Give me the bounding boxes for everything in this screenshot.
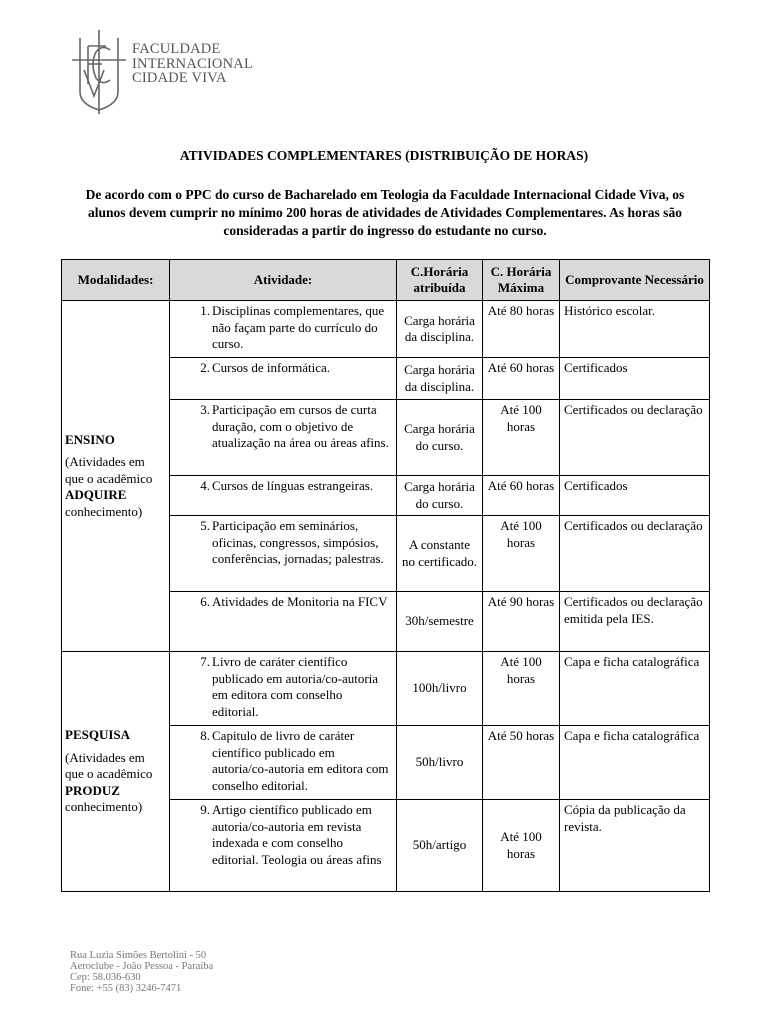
logo-line-1: FACULDADE — [132, 41, 221, 57]
header-atividade: Atividade: — [170, 260, 397, 301]
ensino-description: (Atividades em que o acadêmico ADQUIRE conhecimento) — [65, 454, 153, 519]
comprovante-cell: Cópia da publicação da revista. — [560, 800, 710, 892]
ch-maxima-cell: Até 60 horas — [483, 476, 560, 516]
ch-maxima-cell: Até 60 horas — [483, 358, 560, 400]
footer-address — [70, 950, 213, 994]
comprovante-cell: Certificados ou declaração emitida pela IES. — [560, 592, 710, 652]
ficv-emblem-icon — [68, 30, 130, 114]
header-ch-atribuida: C.Horária atribuída — [397, 260, 483, 301]
document-title: ATIVIDADES COMPLEMENTARES (DISTRIBUIÇÃO DE HORAS) — [179, 148, 589, 163]
comprovante-cell: Capa e ficha catalográfica — [560, 726, 710, 800]
ch-atribuida-cell: 50h/livro — [397, 726, 483, 800]
institution-logo — [68, 30, 268, 114]
ch-maxima-cell: Até 100 horas — [483, 400, 560, 476]
footer-district: Aeroclube - João Pessoa - Paraíba — [70, 961, 214, 972]
header-comprovante: Comprovante Necessário — [560, 260, 710, 301]
table-header-row — [62, 260, 710, 301]
ch-atribuida-cell: 30h/semestre — [397, 592, 483, 652]
ch-maxima-cell: Até 50 horas — [483, 726, 560, 800]
modality-pesquisa — [62, 652, 170, 892]
ch-maxima-cell: Até 100 horas — [483, 800, 560, 892]
pesquisa-description: (Atividades em que o acadêmico PRODUZ conhecimento) — [65, 749, 153, 815]
ch-atribuida-cell: Carga horária do curso. — [397, 476, 483, 516]
comprovante-cell: Certificados — [560, 358, 710, 400]
ch-atribuida-cell: 50h/artigo — [397, 800, 483, 892]
activity-cell: 6. Atividades de Monitoria na FICV — [170, 592, 397, 652]
ch-atribuida-cell: A constante no certificado. — [397, 516, 483, 592]
ensino-title: ENSINO — [65, 431, 115, 447]
ch-atribuida-cell: Carga horária do curso. — [397, 400, 483, 476]
footer-cep: Cep: 58.036-630 — [70, 972, 141, 983]
logo-line-3: CIDADE VIVA — [132, 70, 227, 86]
comprovante-cell: Certificados ou declaração — [560, 516, 710, 592]
ch-maxima-cell: Até 100 horas — [483, 516, 560, 592]
activity-cell: 8. Capitulo de livro de caráter científico publicado em autoria/co-autoria em editora com conselho editorial. — [170, 726, 397, 800]
activity-cell: 9. Artigo científico publicado em autoria/co-autoria em revista indexada e com conselho editorial. Teologia ou áreas afins — [170, 800, 397, 892]
intro-paragraph: De acordo com o PPC do curso de Bacharelado em Teologia da Faculdade Internacional Cidade Viva, os alunos devem cumprir no mínimo 200 horas de atividades de Atividades Complementares. As horas são consideradas a partir do ingresso do estudante no curso. — [85, 187, 685, 238]
header-ch-maxima: C. Horária Máxima — [483, 260, 560, 301]
ch-maxima-cell: Até 90 horas — [483, 592, 560, 652]
pesquisa-title: PESQUISA — [65, 727, 131, 743]
header-modalidades: Modalidades: — [62, 260, 170, 301]
ch-atribuida-cell: 100h/livro — [397, 652, 483, 726]
footer-phone: Fone: +55 (83) 3246-7471 — [70, 983, 182, 994]
activity-cell: 4. Cursos de línguas estrangeiras. — [170, 476, 397, 516]
activity-cell: 1. Disciplinas complementares, que não façam parte do currículo do curso. — [170, 301, 397, 358]
logo-line-2: INTERNACIONAL — [132, 55, 254, 72]
hours-table — [61, 259, 710, 892]
comprovante-cell: Certificados ou declaração — [560, 400, 710, 476]
ch-atribuida-cell: Carga horária da disciplina. — [397, 358, 483, 400]
comprovante-cell: Histórico escolar. — [560, 301, 710, 358]
modality-ensino — [62, 301, 170, 652]
activity-cell: 5. Participação em seminários, oficinas, congressos, simpósios, conferências, jornadas; palestras. — [170, 516, 397, 592]
table-row — [62, 301, 710, 358]
table-row — [62, 652, 710, 726]
comprovante-cell: Certificados — [560, 476, 710, 516]
comprovante-cell: Capa e ficha catalográfica — [560, 652, 710, 726]
ch-maxima-cell: Até 100 horas — [483, 652, 560, 726]
ch-atribuida-cell: Carga horária da disciplina. — [397, 301, 483, 358]
activity-cell: 2. Cursos de informática. — [170, 358, 397, 400]
logo-wordmark — [132, 42, 253, 86]
ch-maxima-cell: Até 80 horas — [483, 301, 560, 358]
activity-cell: 7. Livro de caráter científico publicado em autoria/co-autoria em editora com conselho editorial. — [170, 652, 397, 726]
activity-cell: 3. Participação em cursos de curta duração, com o objetivo de atualização na área ou áreas afins. — [170, 400, 397, 476]
footer-street: Rua Luzia Simões Bertolini - 50 — [70, 950, 207, 961]
